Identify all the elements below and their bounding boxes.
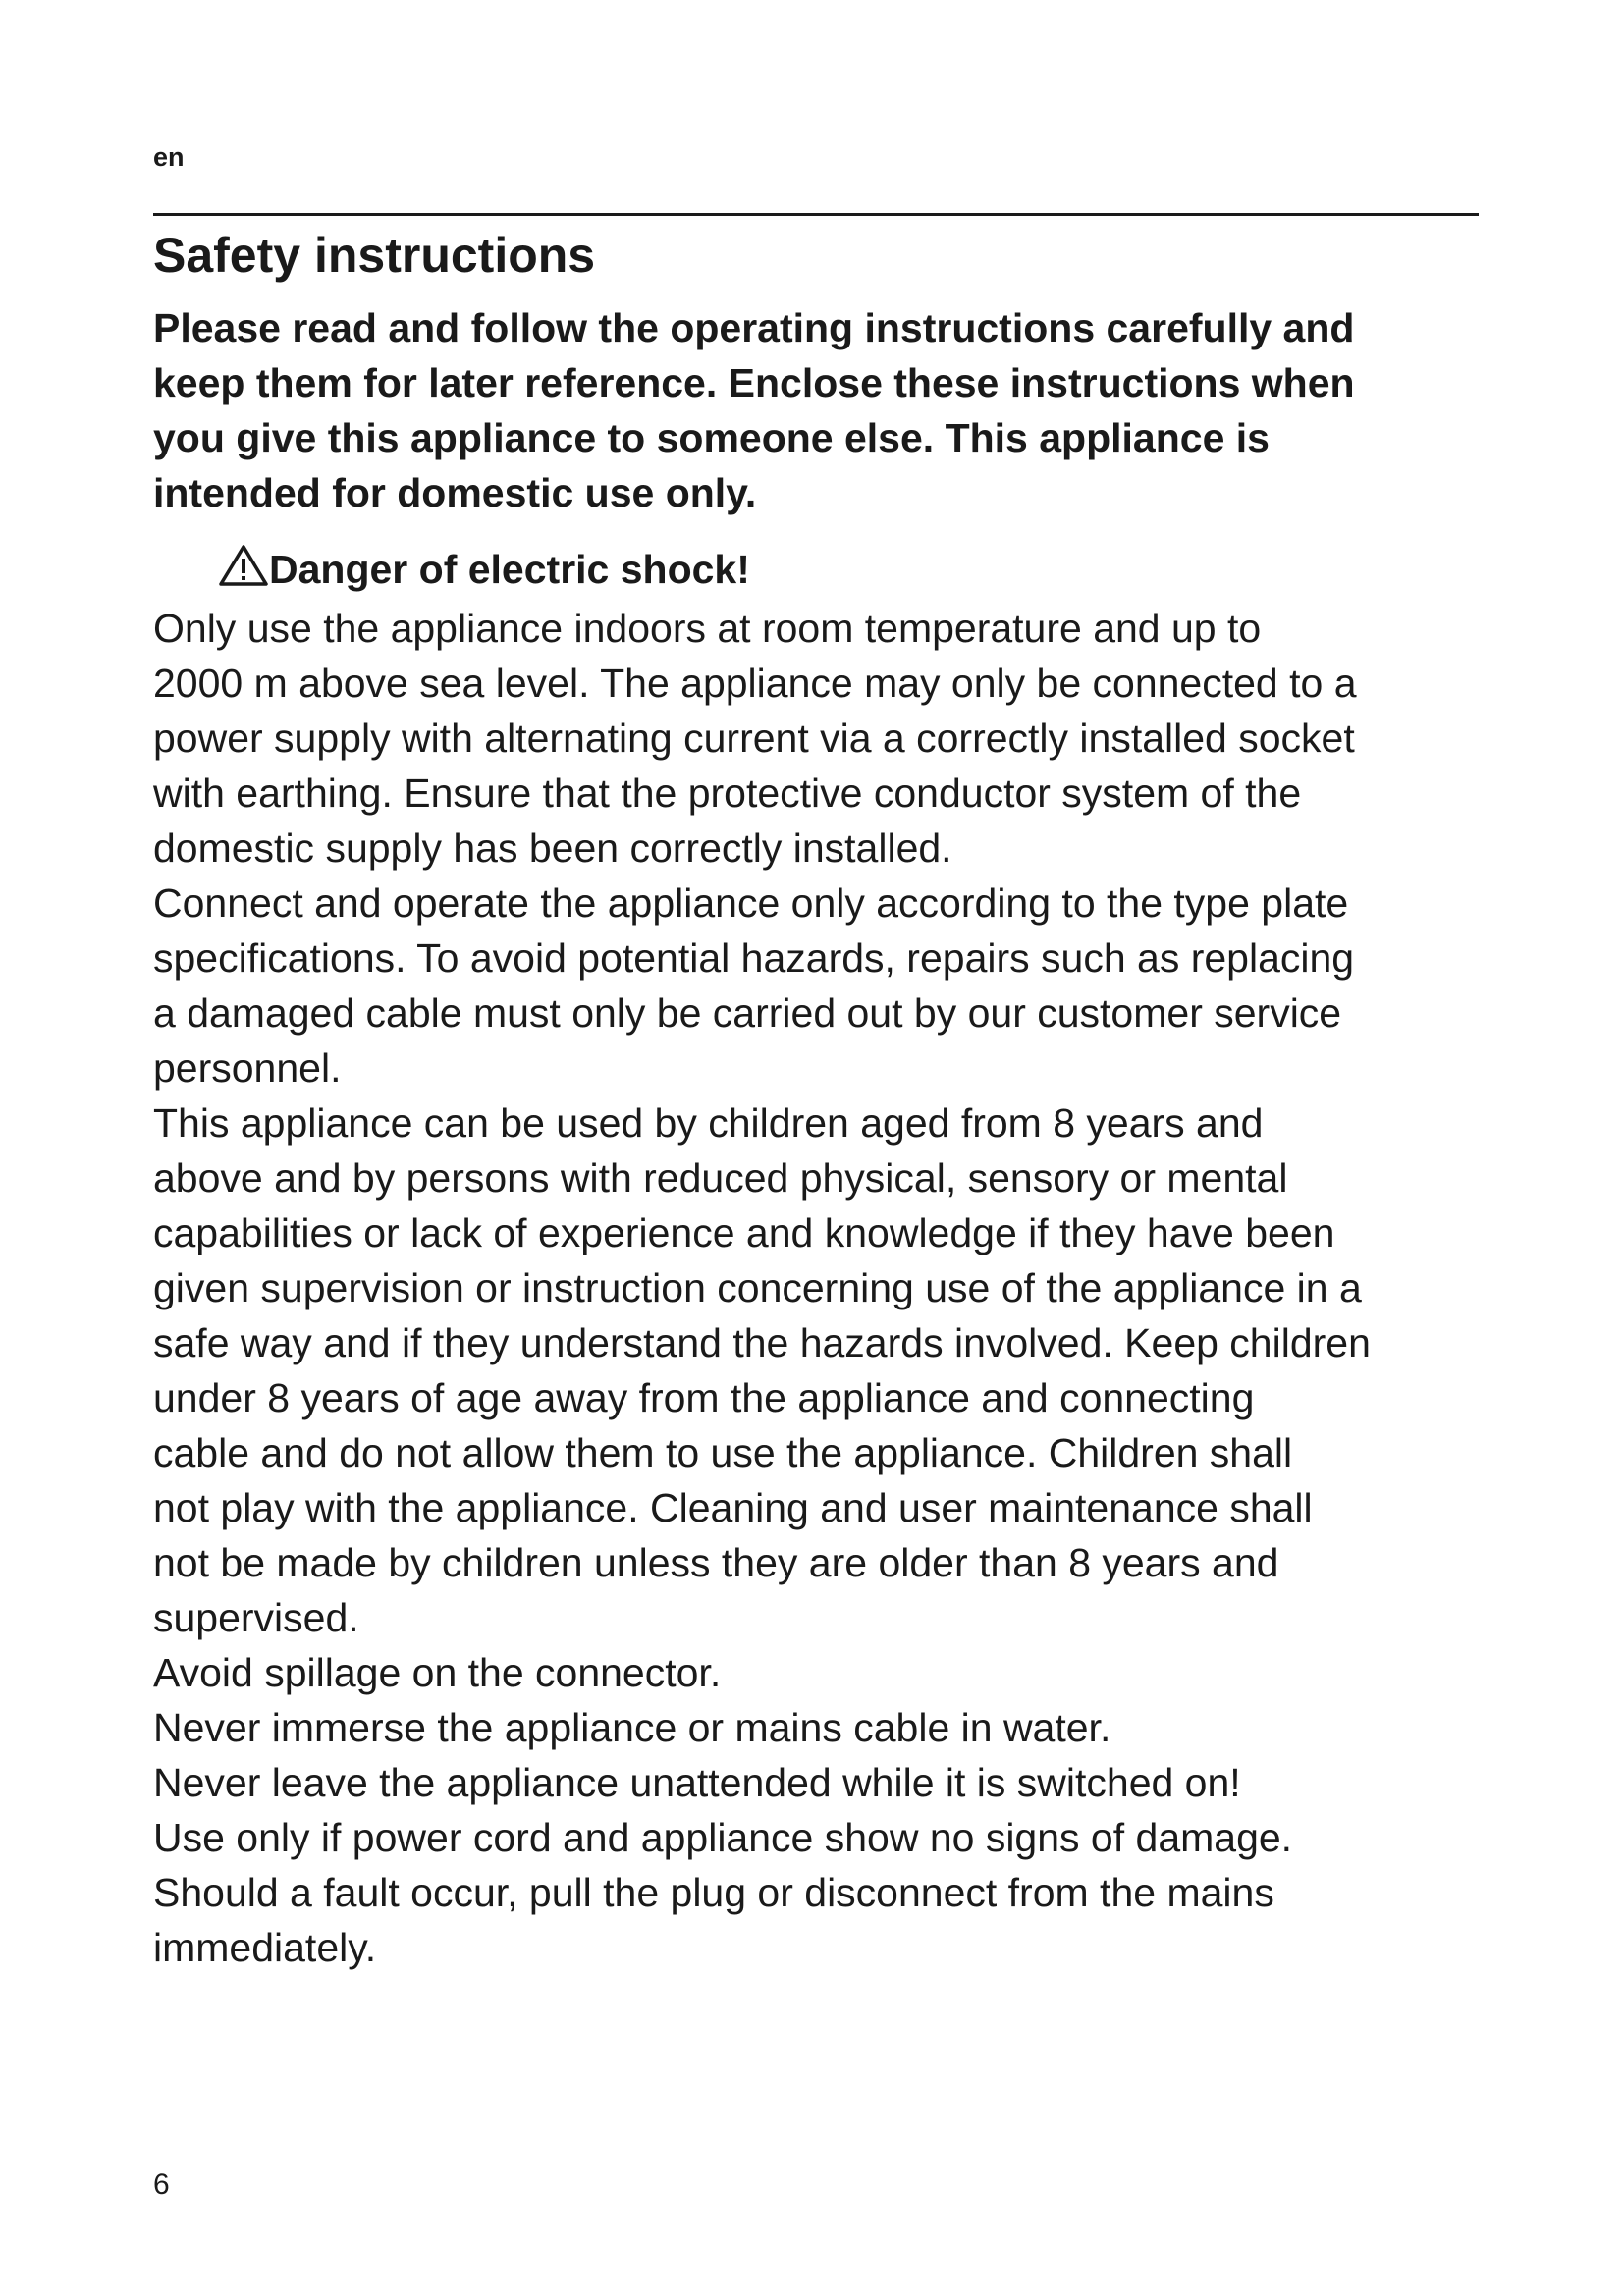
text-line: a damaged cable must only be carried out by our customer service (153, 990, 1342, 1036)
text-line: immediately. (153, 1925, 377, 1970)
text-line: 2000 m above sea level. The appliance may only be connected to a (153, 661, 1357, 706)
intro-line: intended for domestic use only. (153, 470, 757, 515)
text-line: Avoid spillage on the connector. (153, 1650, 722, 1695)
text-line: Never immerse the appliance or mains cable in water. (153, 1705, 1111, 1750)
page-title: Safety instructions (153, 228, 596, 283)
text-line: This appliance can be used by children aged from 8 years and (153, 1100, 1264, 1146)
paragraph-spillage (153, 1645, 1528, 1700)
text-line: Use only if power cord and appliance show no signs of damage. (153, 1815, 1293, 1860)
paragraph-damage (153, 1810, 1528, 1865)
text-line: given supervision or instruction concerning use of the appliance in a (153, 1265, 1362, 1310)
paragraph-fault (153, 1865, 1528, 1975)
warning-heading-text: Danger of electric shock! (269, 547, 750, 592)
header-divider (153, 213, 1479, 216)
paragraph-immerse (153, 1700, 1528, 1755)
text-line: under 8 years of age away from the appliance and connecting (153, 1375, 1255, 1420)
language-code: en (153, 142, 185, 172)
text-line: domestic supply has been correctly installed. (153, 826, 952, 871)
paragraph-unattended (153, 1755, 1528, 1810)
text-line: above and by persons with reduced physical, sensory or mental (153, 1155, 1288, 1201)
intro-paragraph (153, 300, 1508, 520)
text-line: Should a fault occur, pull the plug or disconnect from the mains (153, 1870, 1274, 1915)
text-line: specifications. To avoid potential hazards, repairs such as replacing (153, 935, 1355, 981)
text-line: Never leave the appliance unattended while it is switched on! (153, 1760, 1241, 1805)
text-line: Only use the appliance indoors at room temperature and up to (153, 606, 1262, 651)
page-number: 6 (153, 2168, 170, 2201)
safety-text (153, 601, 1528, 1975)
text-line: supervised. (153, 1595, 359, 1640)
text-line: not be made by children unless they are older than 8 years and (153, 1540, 1279, 1585)
intro-line: keep them for later reference. Enclose these instructions when (153, 360, 1355, 405)
paragraph-type-plate (153, 876, 1528, 1095)
text-line: power supply with alternating current via a correctly installed socket (153, 716, 1355, 761)
warning-triangle-icon (218, 544, 269, 587)
text-line: safe way and if they understand the hazards involved. Keep children (153, 1320, 1371, 1365)
paragraph-electrical (153, 601, 1528, 876)
text-line: with earthing. Ensure that the protective conductor system of the (153, 771, 1302, 816)
text-line: cable and do not allow them to use the appliance. Children shall (153, 1430, 1293, 1475)
warning-heading (218, 542, 750, 597)
text-line: Connect and operate the appliance only according to the type plate (153, 881, 1349, 926)
intro-line: you give this appliance to someone else. This appliance is (153, 415, 1270, 460)
text-line: capabilities or lack of experience and knowledge if they have been (153, 1210, 1335, 1255)
text-line: personnel. (153, 1045, 342, 1091)
intro-line: Please read and follow the operating instructions carefully and (153, 305, 1355, 350)
paragraph-children (153, 1095, 1528, 1645)
text-line: not play with the appliance. Cleaning and user maintenance shall (153, 1485, 1313, 1530)
